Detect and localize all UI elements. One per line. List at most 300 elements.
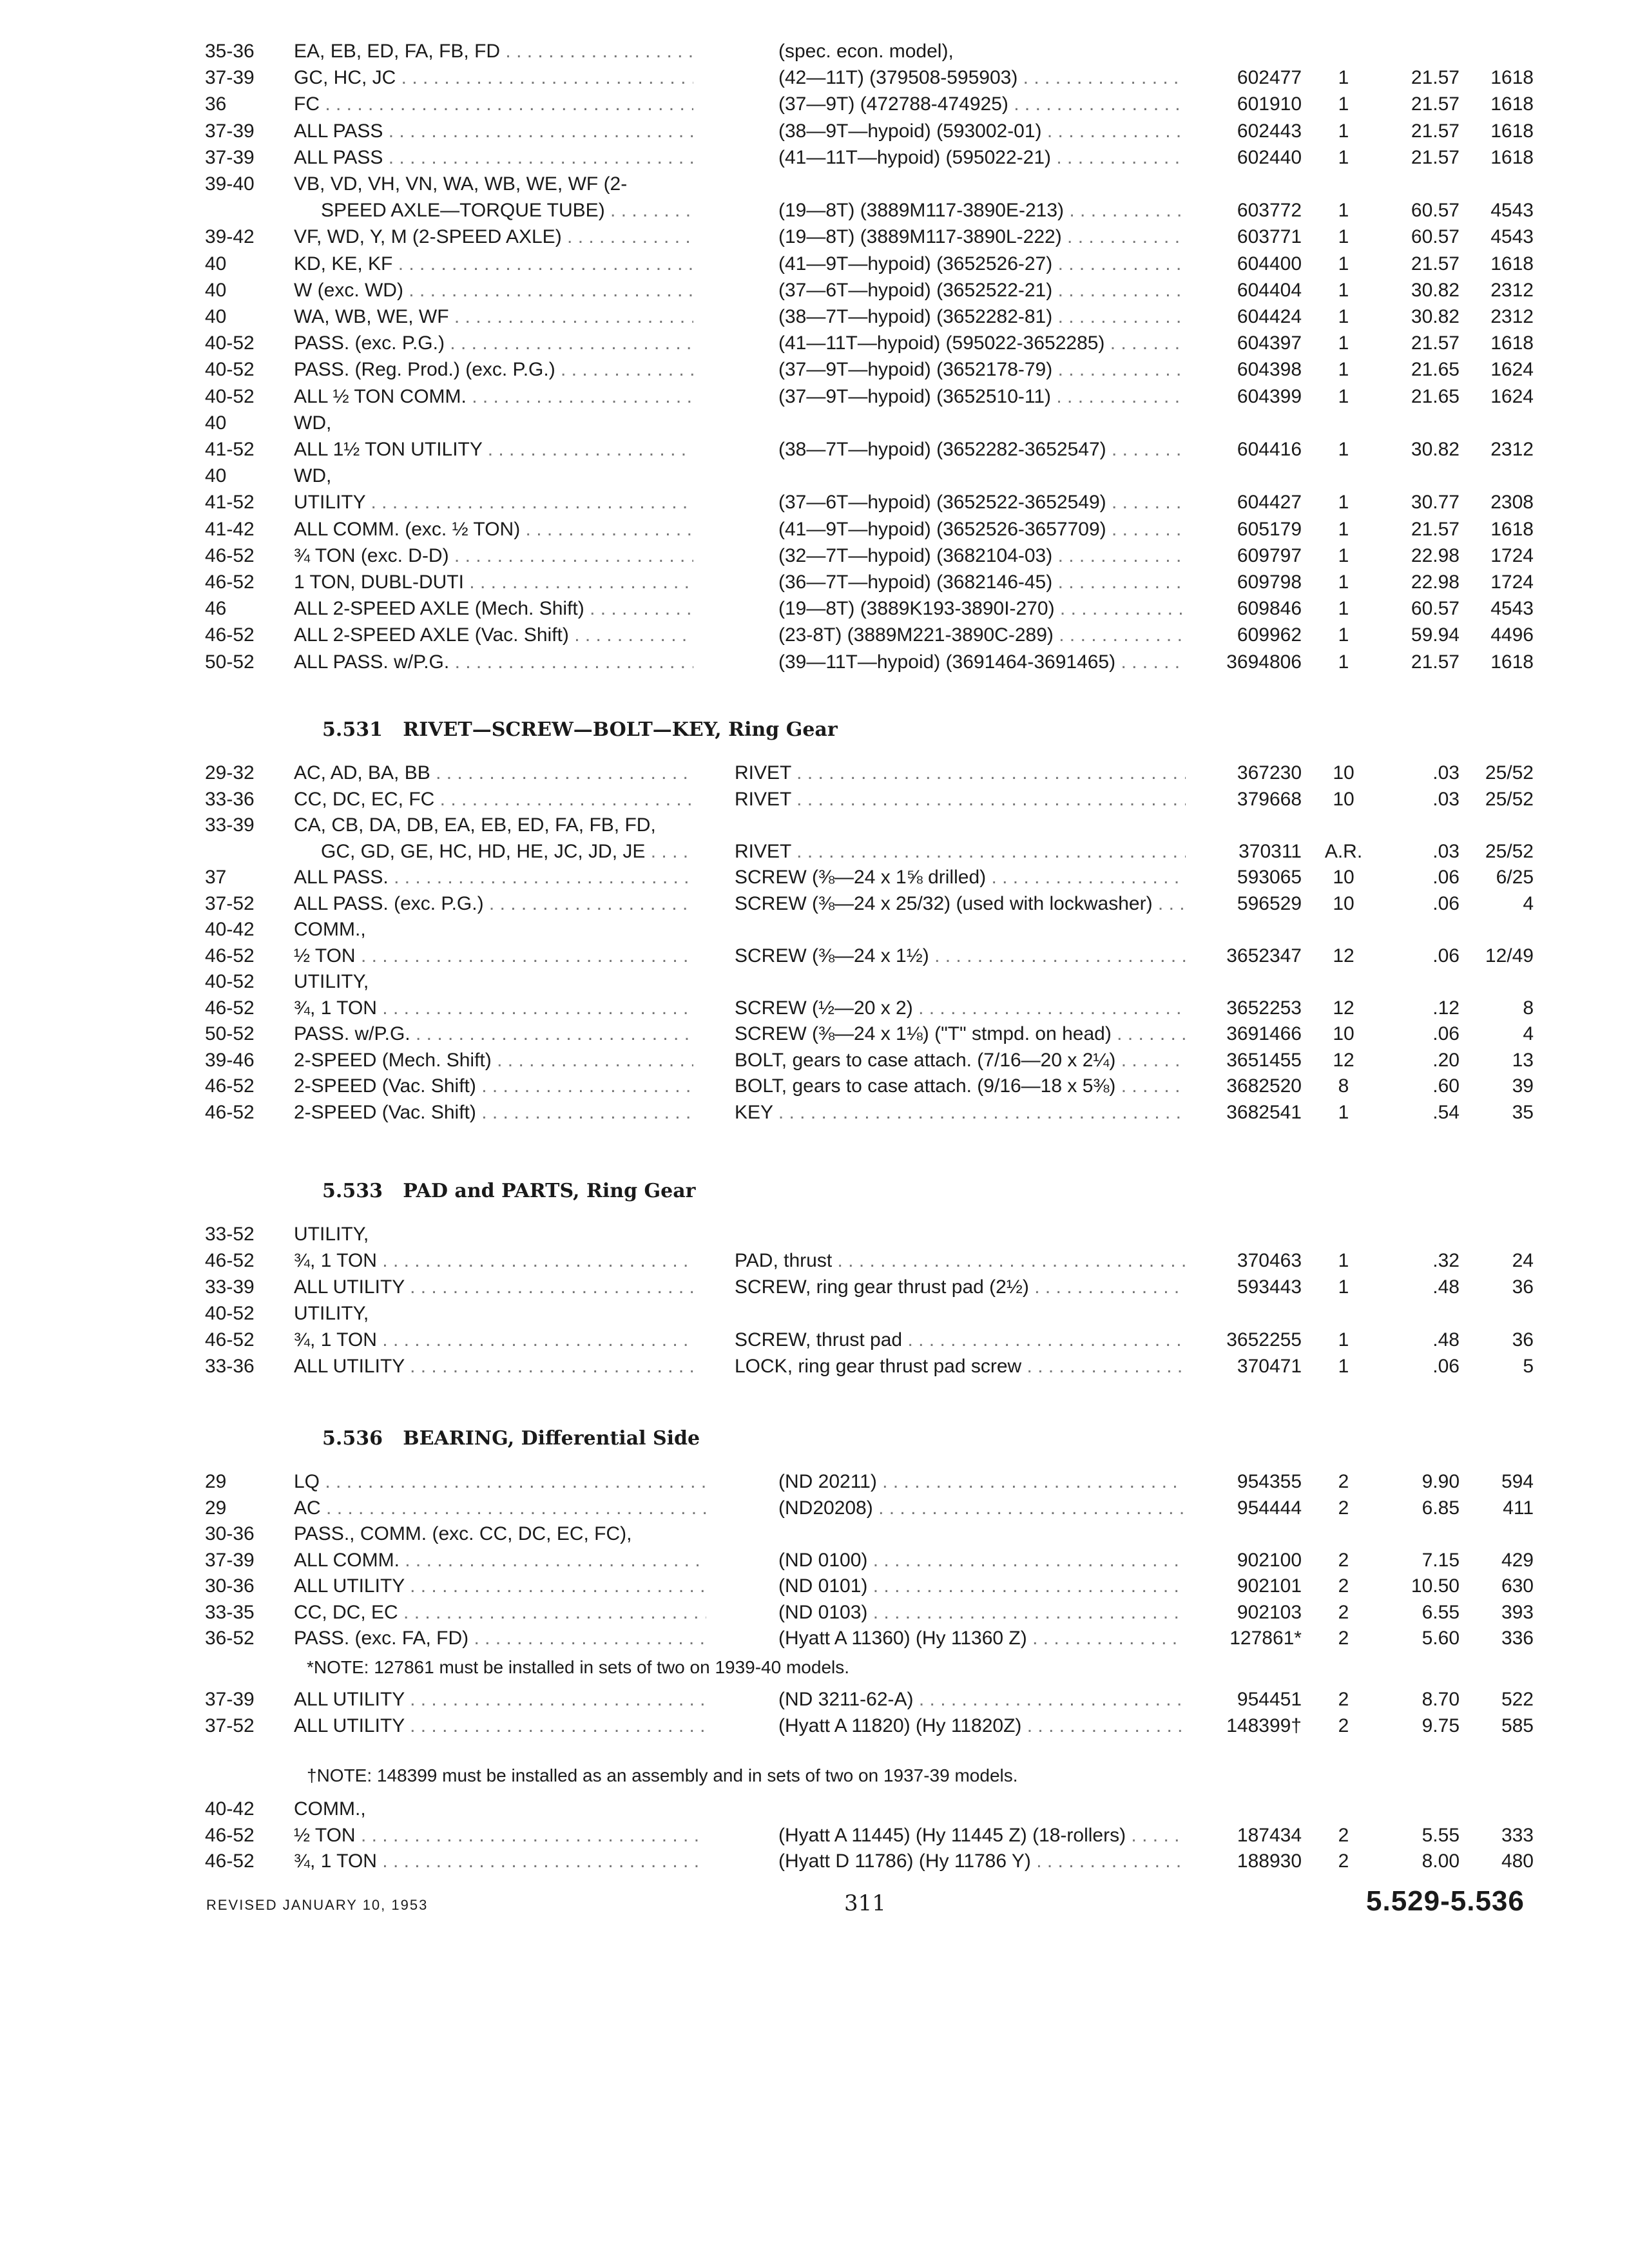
table-row	[0, 760, 1629, 786]
section-header-5-533	[322, 1177, 695, 1206]
card-number-cell: 2312	[1490, 306, 1534, 327]
price-cell: 30.82	[1411, 439, 1460, 460]
description-cell: SCREW (½—20 x 2) . . .	[735, 995, 1186, 1021]
part-number-cell: 604424	[1237, 306, 1302, 327]
table-row	[0, 1301, 1629, 1327]
part-number-cell: 604416	[1237, 439, 1302, 460]
table-row	[0, 437, 1629, 463]
price-cell: .06	[1432, 1356, 1460, 1377]
part-number-cell: 603772	[1237, 200, 1302, 222]
table-row	[0, 1796, 1629, 1822]
part-number-cell: 902103	[1237, 1601, 1302, 1623]
models-cell: GC, HC, JC . . .	[294, 65, 693, 91]
card-number-cell: 2312	[1490, 439, 1534, 460]
models-cell: 2-SPEED (Mech. Shift) . . .	[294, 1048, 693, 1073]
year-cell: 41-52	[205, 492, 255, 514]
year-cell: 46-52	[205, 1075, 255, 1097]
table-row	[0, 304, 1629, 330]
year-cell: 46-52	[205, 544, 255, 566]
part-number-cell: 127861*	[1229, 1628, 1302, 1649]
year-cell: 40	[205, 306, 227, 327]
section-range: 5.529-5.536	[1366, 1885, 1525, 1917]
card-number-cell: 6/25	[1496, 867, 1534, 888]
description-cell: BOLT, gears to case attach. (7/16—20 x 2¼) . . .	[735, 1048, 1186, 1073]
quantity-cell: 1	[1338, 1250, 1349, 1271]
price-cell: 21.57	[1411, 332, 1460, 354]
description-cell: (Hyatt A 11820) (Hy 11820Z) . . .	[778, 1713, 1184, 1739]
description-cell: (ND 0100) . . .	[778, 1548, 1184, 1573]
year-cell: 46-52	[205, 624, 255, 646]
models-cell: UTILITY,	[294, 1303, 369, 1324]
part-number-cell: 602443	[1237, 120, 1302, 142]
quantity-cell: 10	[1333, 892, 1354, 914]
table-row	[0, 1274, 1629, 1300]
year-cell: 33-36	[205, 1356, 255, 1377]
price-cell: .48	[1432, 1276, 1460, 1298]
card-number-cell: 1618	[1490, 93, 1534, 115]
price-cell: 21.57	[1411, 253, 1460, 274]
models-cell: ¾, 1 TON . . .	[294, 1849, 706, 1874]
models-cell: ALL UTILITY . . .	[294, 1687, 706, 1713]
models-cell: UTILITY,	[294, 971, 369, 992]
card-number-cell: 25/52	[1485, 788, 1534, 810]
table-row	[0, 1222, 1629, 1247]
description-cell: (39—11T—hypoid) (3691464-3691465) . . .	[778, 649, 1184, 675]
models-cell: 2-SPEED (Vac. Shift) . . .	[294, 1073, 693, 1099]
description-cell: SCREW (⅜—24 x 1⅝ drilled) . . .	[735, 865, 1186, 890]
card-number-cell: 411	[1503, 1497, 1534, 1519]
description-cell: (ND20208) . . .	[778, 1495, 1184, 1521]
card-number-cell: 25/52	[1485, 762, 1534, 783]
year-cell: 29	[205, 1471, 227, 1492]
description-cell: (Hyatt A 11445) (Hy 11445 Z) (18-rollers) . . .	[778, 1823, 1184, 1849]
part-number-cell: 593443	[1237, 1276, 1302, 1298]
year-cell: 37-52	[205, 1715, 255, 1736]
card-number-cell: 4	[1523, 1023, 1534, 1044]
price-cell: .03	[1432, 762, 1460, 783]
table-row	[0, 1327, 1629, 1353]
description-cell: SCREW (⅜—24 x 1½) . . .	[735, 943, 1186, 969]
description-cell: RIVET . . .	[735, 839, 1186, 865]
models-cell: PASS., COMM. (exc. CC, DC, EC, FC),	[294, 1523, 632, 1544]
quantity-cell: 2	[1338, 1471, 1349, 1492]
price-cell: 6.55	[1422, 1601, 1460, 1623]
part-number-cell: 902100	[1237, 1549, 1302, 1571]
part-number-cell: 370463	[1237, 1250, 1302, 1271]
table-row	[0, 1626, 1629, 1651]
section-title: RIVET—SCREW—BOLT—KEY, Ring Gear	[403, 718, 838, 741]
card-number-cell: 1618	[1490, 651, 1534, 673]
table-row	[0, 410, 1629, 436]
price-cell: 60.57	[1411, 226, 1460, 248]
year-cell: 29	[205, 1497, 227, 1519]
description-cell: (36—7T—hypoid) (3682146-45) . . .	[778, 570, 1184, 595]
models-cell: ALL COMM. (exc. ½ TON) . . .	[294, 517, 693, 543]
card-number-cell: 24	[1512, 1250, 1534, 1271]
quantity-cell: 1	[1338, 1329, 1349, 1350]
year-cell: 37	[205, 867, 227, 888]
price-cell: 22.98	[1411, 544, 1460, 566]
card-number-cell: 4	[1523, 892, 1534, 914]
quantity-cell: 2	[1338, 1601, 1349, 1623]
price-cell: 21.57	[1411, 67, 1460, 89]
year-cell: 33-35	[205, 1601, 255, 1623]
card-number-cell: 4543	[1490, 200, 1534, 222]
year-cell: 46-52	[205, 997, 255, 1019]
description-cell: SCREW, thrust pad . . .	[735, 1327, 1186, 1353]
models-cell: WD,	[294, 465, 332, 487]
quantity-cell: 1	[1338, 492, 1349, 514]
part-number-cell: 602477	[1237, 67, 1302, 89]
year-cell: 40	[205, 253, 227, 274]
card-number-cell: 36	[1512, 1276, 1534, 1298]
quantity-cell: 1	[1338, 226, 1349, 248]
quantity-cell: 2	[1338, 1549, 1349, 1571]
card-number-cell: 1724	[1490, 572, 1534, 593]
price-cell: 6.85	[1422, 1497, 1460, 1519]
price-cell: 59.94	[1411, 624, 1460, 646]
year-cell: 50-52	[205, 1023, 255, 1044]
models-cell: ALL UTILITY . . .	[294, 1713, 706, 1739]
quantity-cell: 1	[1338, 200, 1349, 222]
quantity-cell: 1	[1338, 385, 1349, 407]
models-cell: VB, VD, VH, VN, WA, WB, WE, WF (2-	[294, 173, 628, 195]
price-cell: 21.57	[1411, 518, 1460, 540]
models-cell: ALL 2-SPEED AXLE (Vac. Shift) . . .	[294, 622, 693, 648]
description-cell: (19—8T) (3889M117-3890E-213) . . .	[778, 198, 1184, 224]
price-cell: 5.55	[1422, 1824, 1460, 1846]
quantity-cell: 10	[1333, 867, 1354, 888]
card-number-cell: 2308	[1490, 492, 1534, 514]
description-cell: (42—11T) (379508-595903) . . .	[778, 65, 1184, 91]
year-cell: 30-36	[205, 1523, 255, 1544]
price-cell: 21.57	[1411, 120, 1460, 142]
price-cell: .06	[1432, 1023, 1460, 1044]
part-number-cell: 602440	[1237, 146, 1302, 168]
price-cell: 21.57	[1411, 651, 1460, 673]
section-title: BEARING, Differential Side	[403, 1427, 700, 1450]
card-number-cell: 4496	[1490, 624, 1534, 646]
card-number-cell: 1618	[1490, 120, 1534, 142]
models-cell: ALL PASS. w/P.G. . . .	[294, 649, 693, 675]
year-cell: 37-39	[205, 1549, 255, 1571]
card-number-cell: 8	[1523, 997, 1534, 1019]
quantity-cell: 12	[1333, 1049, 1354, 1071]
table-row	[0, 224, 1629, 250]
card-number-cell: 1724	[1490, 544, 1534, 566]
year-cell: 46-52	[205, 1101, 255, 1123]
price-cell: 21.57	[1411, 146, 1460, 168]
quantity-cell: 2	[1338, 1497, 1349, 1519]
year-cell: 37-52	[205, 892, 255, 914]
models-cell: CC, DC, EC, FC . . .	[294, 787, 693, 812]
models-cell: ALL 1½ TON UTILITY . . .	[294, 437, 693, 463]
description-cell: KEY . . .	[735, 1100, 1186, 1126]
quantity-cell: 1	[1338, 279, 1349, 301]
description-cell: PAD, thrust . . .	[735, 1248, 1186, 1274]
table-row	[0, 995, 1629, 1021]
part-number-cell: 954444	[1237, 1497, 1302, 1519]
description-cell: (ND 20211) . . .	[778, 1469, 1184, 1495]
table-row	[0, 917, 1629, 943]
quantity-cell: 8	[1338, 1075, 1349, 1097]
models-cell: LQ . . .	[294, 1469, 706, 1495]
quantity-cell: 2	[1338, 1575, 1349, 1597]
quantity-cell: 1	[1338, 439, 1349, 460]
models-cell: PASS. (Reg. Prod.) (exc. P.G.) . . .	[294, 357, 693, 383]
note-148399: †NOTE: 148399 must be installed as an assembly and in sets of two on 1937-39 models.	[307, 1765, 1018, 1785]
card-number-cell: 1624	[1490, 359, 1534, 381]
description-cell: (23-8T) (3889M221-3890C-289) . . .	[778, 622, 1184, 648]
description-cell: (37—9T) (472788-474925) . . .	[778, 91, 1184, 117]
card-number-cell: 594	[1501, 1471, 1534, 1492]
year-cell: 33-36	[205, 788, 255, 810]
price-cell: .03	[1432, 788, 1460, 810]
description-cell: (38—7T—hypoid) (3652282-3652547) . . .	[778, 437, 1184, 463]
part-number-cell: 954451	[1237, 1689, 1302, 1710]
models-cell: COMM.,	[294, 1798, 366, 1820]
note-127861: *NOTE: 127861 must be installed in sets of two on 1939-40 models.	[307, 1657, 850, 1677]
quantity-cell: 10	[1333, 788, 1354, 810]
year-cell: 50-52	[205, 651, 255, 673]
models-cell: EA, EB, ED, FA, FB, FD . . .	[294, 39, 693, 64]
table-row	[0, 570, 1629, 595]
table-row	[0, 331, 1629, 356]
table-row	[0, 1713, 1629, 1739]
quantity-cell: 12	[1333, 997, 1354, 1019]
price-cell: .48	[1432, 1329, 1460, 1350]
price-cell: .03	[1432, 840, 1460, 862]
section-header-5-531	[322, 715, 838, 745]
quantity-cell: 2	[1338, 1824, 1349, 1846]
table-row	[0, 622, 1629, 648]
quantity-cell: 2	[1338, 1850, 1349, 1872]
card-number-cell: 35	[1512, 1101, 1534, 1123]
year-cell: 40-42	[205, 1798, 255, 1820]
year-cell: 33-39	[205, 814, 255, 836]
description-cell: (ND 3211-62-A) . . .	[778, 1687, 1184, 1713]
models-cell: CA, CB, DA, DB, EA, EB, ED, FA, FB, FD,	[294, 814, 656, 836]
quantity-cell: 1	[1338, 1101, 1349, 1123]
description-cell: (41—9T—hypoid) (3652526-3657709) . . .	[778, 517, 1184, 543]
table-row	[0, 1600, 1629, 1626]
quantity-cell: 1	[1338, 253, 1349, 274]
part-number-cell: 3694806	[1226, 651, 1302, 673]
models-cell: COMM.,	[294, 919, 366, 940]
part-number-cell: 609846	[1237, 598, 1302, 620]
description-cell: (ND 0101) . . .	[778, 1573, 1184, 1599]
part-number-cell: 604398	[1237, 359, 1302, 381]
price-cell: .06	[1432, 945, 1460, 966]
quantity-cell: 12	[1333, 945, 1354, 966]
part-number-cell: 601910	[1237, 93, 1302, 115]
models-cell: AC, AD, BA, BB . . .	[294, 760, 693, 786]
models-cell: ¾ TON (exc. D-D) . . .	[294, 543, 693, 569]
price-cell: 60.57	[1411, 200, 1460, 222]
table-row	[0, 357, 1629, 383]
part-number-cell: 604427	[1237, 492, 1302, 514]
table-row	[0, 278, 1629, 303]
table-row	[0, 865, 1629, 890]
table-row	[0, 91, 1629, 117]
price-cell: 21.65	[1411, 385, 1460, 407]
price-cell: 22.98	[1411, 572, 1460, 593]
models-cell: UTILITY,	[294, 1224, 369, 1245]
table-row	[0, 649, 1629, 675]
price-cell: 21.57	[1411, 93, 1460, 115]
year-cell: 46-52	[205, 1250, 255, 1271]
description-cell: SCREW (⅜—24 x 1⅛) ("T" stmpd. on head) . . .	[735, 1021, 1186, 1047]
table-row	[0, 1687, 1629, 1713]
models-cell: ¾, 1 TON . . .	[294, 995, 693, 1021]
price-cell: 8.70	[1422, 1689, 1460, 1710]
part-number-cell: 3652347	[1226, 945, 1302, 966]
card-number-cell: 585	[1501, 1715, 1534, 1736]
price-cell: 5.60	[1422, 1628, 1460, 1649]
models-cell: ALL COMM. . . .	[294, 1548, 706, 1573]
price-cell: .20	[1432, 1049, 1460, 1071]
year-cell: 30-36	[205, 1575, 255, 1597]
part-number-cell: 596529	[1237, 892, 1302, 914]
year-cell: 46-52	[205, 1329, 255, 1350]
price-cell: 30.82	[1411, 279, 1460, 301]
table-row	[0, 969, 1629, 995]
year-cell: 37-39	[205, 1689, 255, 1710]
part-number-cell: 609962	[1237, 624, 1302, 646]
models-cell: PASS. (exc. P.G.) . . .	[294, 331, 693, 356]
quantity-cell: 1	[1338, 93, 1349, 115]
price-cell: 8.00	[1422, 1850, 1460, 1872]
revised-date: REVISED JANUARY 10, 1953	[206, 1897, 429, 1913]
section-number: 5.536	[322, 1427, 383, 1450]
description-cell: (Hyatt A 11360) (Hy 11360 Z) . . .	[778, 1626, 1184, 1651]
description-cell: (37—9T—hypoid) (3652510-11) . . .	[778, 384, 1184, 410]
year-cell: 40-52	[205, 971, 255, 992]
table-row	[0, 1248, 1629, 1274]
part-number-cell: 367230	[1237, 762, 1302, 783]
card-number-cell: 1618	[1490, 146, 1534, 168]
year-cell: 46-52	[205, 1824, 255, 1846]
description-cell: (38—9T—hypoid) (593002-01) . . .	[778, 119, 1184, 144]
part-number-cell: 188930	[1237, 1850, 1302, 1872]
quantity-cell: A.R.	[1324, 840, 1363, 862]
description-cell: SCREW, ring gear thrust pad (2½) . . .	[735, 1274, 1186, 1300]
table-row	[0, 1495, 1629, 1521]
year-cell: 46-52	[205, 1850, 255, 1872]
year-cell: 33-52	[205, 1224, 255, 1245]
year-cell: 36	[205, 93, 227, 115]
description-cell: (19—8T) (3889K193-3890I-270) . . .	[778, 596, 1184, 622]
part-number-cell: 3652253	[1226, 997, 1302, 1019]
table-row	[0, 812, 1629, 838]
description-cell: (41—11T—hypoid) (595022-3652285) . . .	[778, 331, 1184, 356]
card-number-cell: 2312	[1490, 279, 1534, 301]
models-cell: SPEED AXLE—TORQUE TUBE) . . .	[321, 198, 693, 224]
price-cell: 7.15	[1422, 1549, 1460, 1571]
year-cell: 39-40	[205, 173, 255, 195]
quantity-cell: 1	[1338, 572, 1349, 593]
table-row	[0, 1521, 1629, 1547]
models-cell: ¾, 1 TON . . .	[294, 1248, 693, 1274]
table-row	[0, 787, 1629, 812]
quantity-cell: 10	[1333, 762, 1354, 783]
year-cell: 37-39	[205, 146, 255, 168]
table-row	[0, 1849, 1629, 1874]
part-number-cell: 609798	[1237, 572, 1302, 593]
models-cell: ALL UTILITY . . .	[294, 1354, 693, 1379]
year-cell: 29-32	[205, 762, 255, 783]
models-cell: ALL UTILITY . . .	[294, 1274, 693, 1300]
table-row	[0, 891, 1629, 917]
year-cell: 35-36	[205, 41, 255, 62]
quantity-cell: 2	[1338, 1715, 1349, 1736]
description-cell: LOCK, ring gear thrust pad screw . . .	[735, 1354, 1186, 1379]
year-cell: 40-42	[205, 919, 255, 940]
description-cell: (37—6T—hypoid) (3652522-3652549) . . .	[778, 490, 1184, 515]
part-number-cell: 3651455	[1226, 1049, 1302, 1071]
description-cell: (41—9T—hypoid) (3652526-27) . . .	[778, 251, 1184, 277]
quantity-cell: 1	[1338, 306, 1349, 327]
year-cell: 40-52	[205, 359, 255, 381]
part-number-cell: 605179	[1237, 518, 1302, 540]
year-cell: 40-52	[205, 1303, 255, 1324]
table-row	[0, 1354, 1629, 1379]
quantity-cell: 1	[1338, 359, 1349, 381]
models-cell: W (exc. WD) . . .	[294, 278, 693, 303]
table-row	[0, 839, 1629, 865]
card-number-cell: 12/49	[1485, 945, 1534, 966]
year-cell: 39-42	[205, 226, 255, 248]
card-number-cell: 1618	[1490, 67, 1534, 89]
models-cell: WA, WB, WE, WF . . .	[294, 304, 693, 330]
models-cell: ALL ½ TON COMM. . . .	[294, 384, 693, 410]
table-row	[0, 596, 1629, 622]
year-cell: 33-39	[205, 1276, 255, 1298]
models-cell: GC, GD, GE, HC, HD, HE, JC, JD, JE . . .	[321, 839, 693, 865]
price-cell: 21.65	[1411, 359, 1460, 381]
section-header-5-536	[322, 1424, 700, 1454]
quantity-cell: 1	[1338, 67, 1349, 89]
price-cell: .54	[1432, 1101, 1460, 1123]
price-cell: .12	[1432, 997, 1460, 1019]
table-row	[0, 39, 1629, 64]
part-number-cell: 370471	[1237, 1356, 1302, 1377]
description-cell: RIVET . . .	[735, 760, 1186, 786]
card-number-cell: 429	[1501, 1549, 1534, 1571]
table-row	[0, 1469, 1629, 1495]
year-cell: 37-39	[205, 67, 255, 89]
price-cell: 9.90	[1422, 1471, 1460, 1492]
models-cell: ½ TON . . .	[294, 943, 693, 969]
models-cell: ALL PASS . . .	[294, 145, 693, 171]
table-row	[0, 943, 1629, 969]
card-number-cell: 25/52	[1485, 840, 1534, 862]
year-cell: 41-52	[205, 439, 255, 460]
year-cell: 36-52	[205, 1628, 255, 1649]
models-cell: FC . . .	[294, 91, 693, 117]
year-cell: 40	[205, 279, 227, 301]
table-row	[0, 1573, 1629, 1599]
section-number: 5.531	[322, 718, 383, 741]
year-cell: 46	[205, 598, 227, 620]
quantity-cell: 2	[1338, 1628, 1349, 1649]
card-number-cell: 333	[1501, 1824, 1534, 1846]
part-number-cell: 604400	[1237, 253, 1302, 274]
page-number: 311	[844, 1890, 886, 1916]
models-cell: ½ TON . . .	[294, 1823, 706, 1849]
table-row	[0, 198, 1629, 224]
part-number-cell: 954355	[1237, 1471, 1302, 1492]
